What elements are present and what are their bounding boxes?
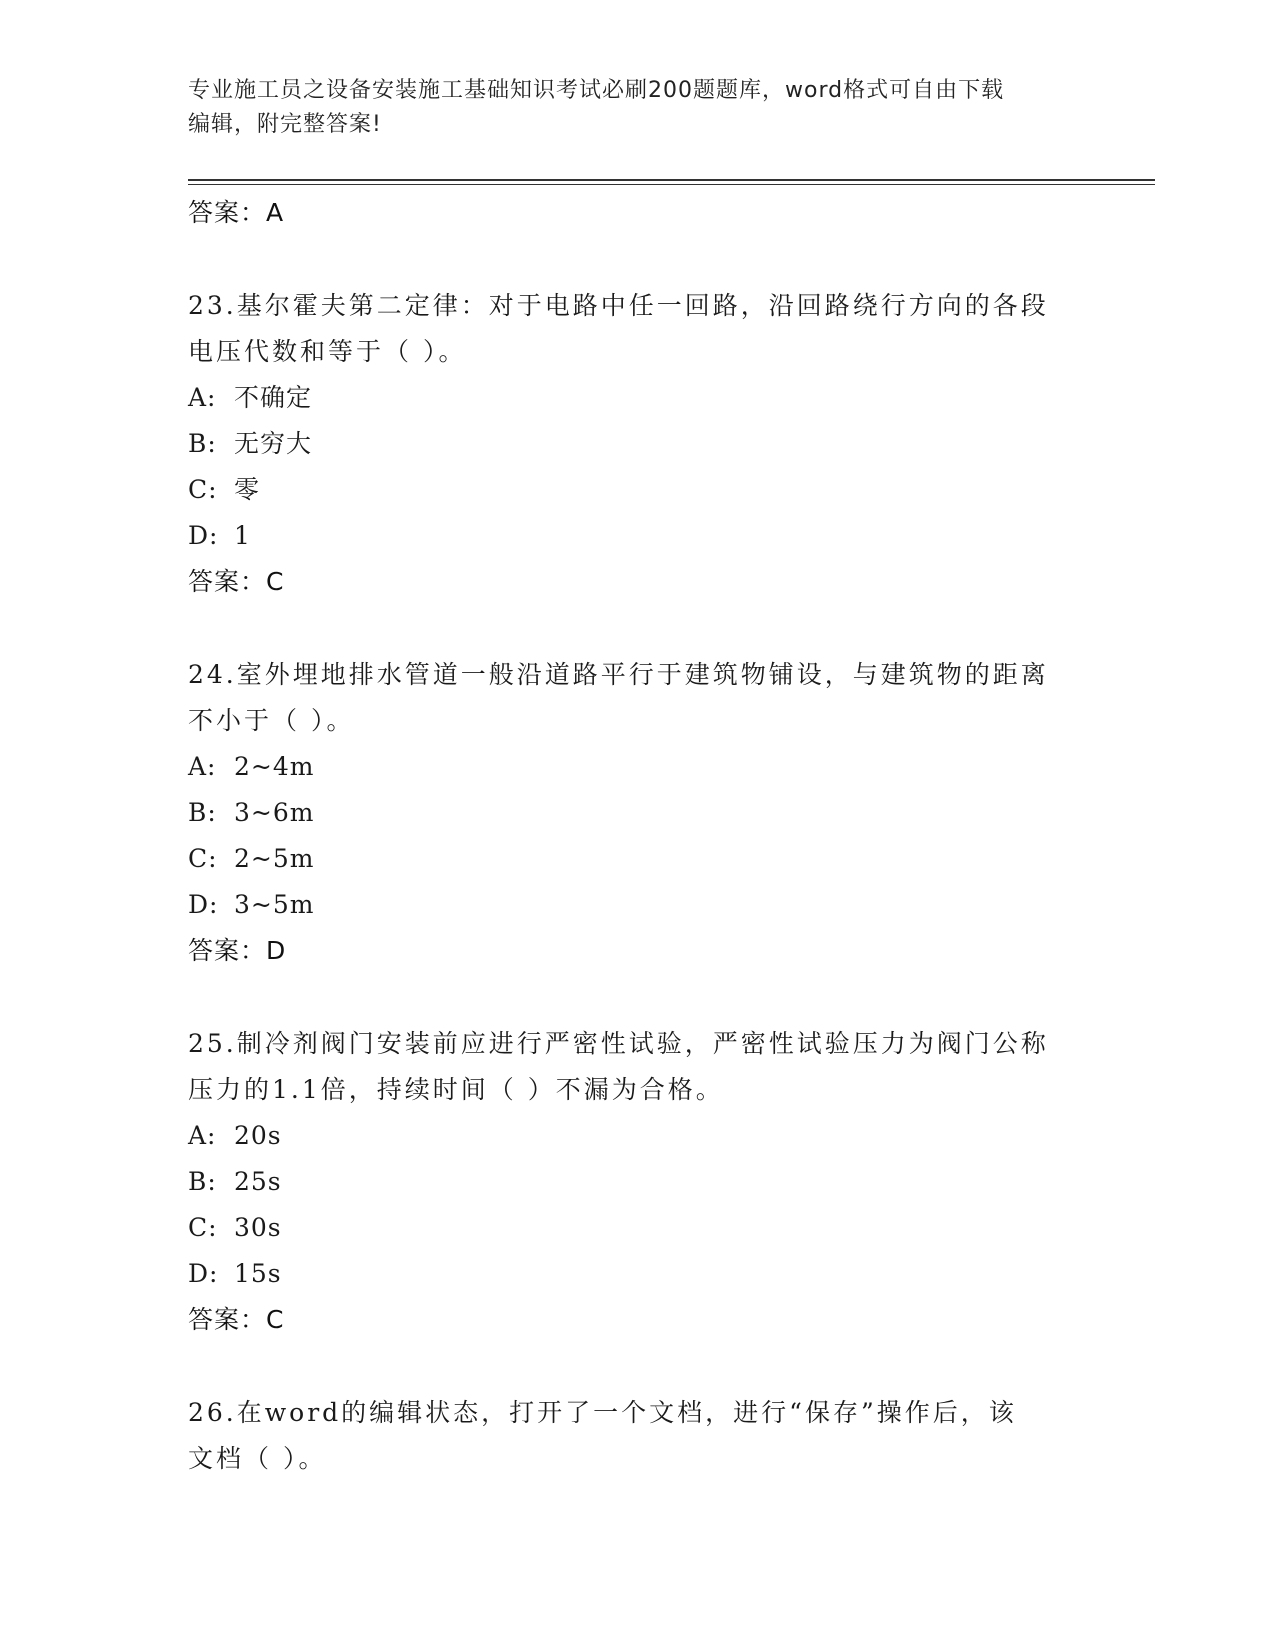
option-text: 30s — [234, 1213, 282, 1242]
question-stem — [188, 1021, 1088, 1113]
option-key: A: — [188, 752, 217, 781]
answer-value: C — [266, 1305, 285, 1334]
question-24 — [188, 652, 1088, 974]
header-line-1: 专业施工员之设备安装施工基础知识考试必刷200题题库，word格式可自由下载 — [188, 78, 1005, 103]
question-25 — [188, 1021, 1088, 1343]
page-header — [188, 74, 1088, 142]
option-key: A: — [188, 1121, 217, 1150]
question-stem-line: 26.在word的编辑状态，打开了一个文档，进行“保存”操作后，该 — [188, 1398, 1017, 1427]
option-key: C: — [188, 475, 218, 504]
answer-line — [188, 1297, 1088, 1343]
option-key: B: — [188, 429, 217, 458]
answer-value: A — [266, 198, 285, 227]
header-line-2: 编辑，附完整答案! — [188, 112, 382, 137]
option-key: C: — [188, 844, 218, 873]
option-text: 3~6m — [234, 798, 315, 827]
option-key: D: — [188, 1259, 219, 1288]
answer-value: D — [266, 936, 287, 965]
question-stem-line: 文档（ ）。 — [188, 1444, 327, 1473]
question-stem — [188, 283, 1088, 375]
answer-label: 答案： — [188, 1305, 267, 1334]
option-text: 15s — [234, 1259, 282, 1288]
header-divider-thin — [188, 184, 1155, 185]
answer-line — [188, 190, 1088, 236]
option-d — [188, 513, 1088, 559]
question-stem-line: 不小于（ ）。 — [188, 706, 355, 735]
option-a — [188, 1113, 1088, 1159]
answer-label: 答案： — [188, 567, 267, 596]
option-d — [188, 1251, 1088, 1297]
option-c — [188, 467, 1088, 513]
answer-label: 答案： — [188, 198, 267, 227]
option-c — [188, 836, 1088, 882]
option-text: 3~5m — [234, 890, 315, 919]
option-text: 不确定 — [234, 383, 313, 412]
option-b — [188, 1159, 1088, 1205]
option-c — [188, 1205, 1088, 1251]
option-text: 2~5m — [234, 844, 315, 873]
option-key: C: — [188, 1213, 218, 1242]
option-text: 20s — [234, 1121, 282, 1150]
question-stem-line: 23.基尔霍夫第二定律：对于电路中任一回路，沿回路绕行方向的各段 — [188, 291, 1049, 320]
question-stem-line: 电压代数和等于（ ）。 — [188, 337, 467, 366]
question-stem — [188, 652, 1088, 744]
option-key: B: — [188, 1167, 217, 1196]
option-text: 无穷大 — [234, 429, 313, 458]
header-divider — [188, 179, 1155, 181]
option-key: D: — [188, 521, 219, 550]
question-stem-line: 压力的1.1倍，持续时间（ ）不漏为合格。 — [188, 1075, 724, 1104]
question-26 — [188, 1390, 1088, 1482]
option-text: 2~4m — [234, 752, 315, 781]
answer-line — [188, 928, 1088, 974]
option-a — [188, 375, 1088, 421]
option-text: 零 — [234, 475, 261, 504]
option-b — [188, 790, 1088, 836]
question-23 — [188, 283, 1088, 605]
document-body — [188, 190, 1088, 1482]
answer-value: C — [266, 567, 285, 596]
option-text: 1 — [234, 521, 251, 550]
question-stem — [188, 1390, 1088, 1482]
question-stem-line: 25.制冷剂阀门安装前应进行严密性试验，严密性试验压力为阀门公称 — [188, 1029, 1049, 1058]
answer-label: 答案： — [188, 936, 267, 965]
option-key: D: — [188, 890, 219, 919]
option-a — [188, 744, 1088, 790]
option-text: 25s — [234, 1167, 282, 1196]
option-key: B: — [188, 798, 217, 827]
question-stem-line: 24.室外埋地排水管道一般沿道路平行于建筑物铺设，与建筑物的距离 — [188, 660, 1049, 689]
option-key: A: — [188, 383, 217, 412]
option-d — [188, 882, 1088, 928]
option-b — [188, 421, 1088, 467]
answer-line — [188, 559, 1088, 605]
